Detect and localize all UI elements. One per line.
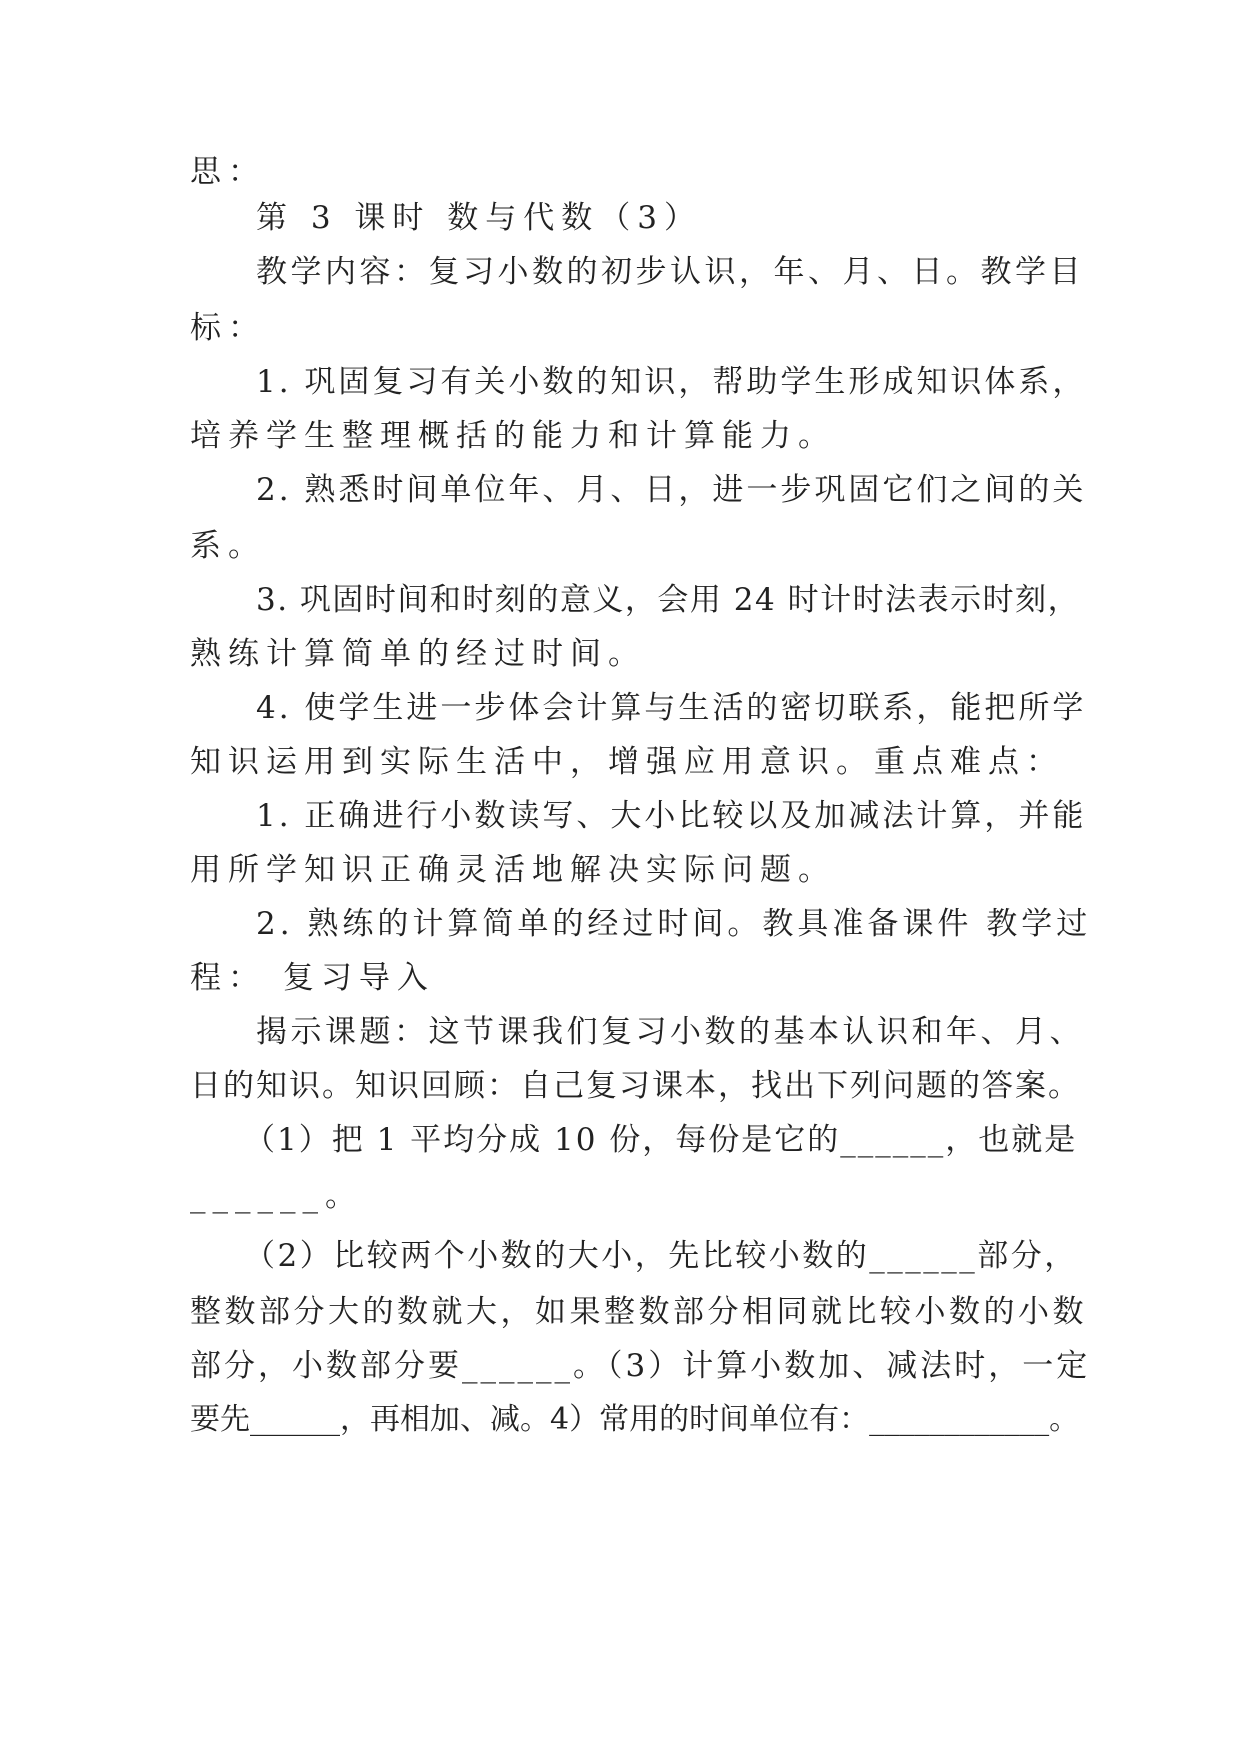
question-line: （1）把 1 平均分成 10 份，每份是它的______，也就是 — [244, 1122, 1078, 1158]
text-line: 用所学知识正确灵活地解决实际问题。 — [190, 852, 836, 888]
question-line: ______。 — [190, 1178, 363, 1214]
text-line: 知识运用到实际生活中，增强应用意识。重点难点： — [190, 744, 1064, 780]
text-line: 系。 — [190, 528, 266, 564]
text-line: 2. 熟悉时间单位年、月、日，进一步巩固它们之间的关 — [256, 472, 1087, 508]
text-line: 程： 复习导入 — [190, 960, 435, 996]
text-line: 熟练计算简单的经过时间。 — [190, 636, 646, 672]
question-line: （2）比较两个小数的大小，先比较小数的______部分， — [244, 1238, 1078, 1274]
text-line: 1. 巩固复习有关小数的知识，帮助学生形成知识体系， — [256, 364, 1087, 400]
text-line: 教学内容：复习小数的初步认识，年、月、日。教学目 — [256, 254, 1084, 290]
question-line: 要先______，再相加、减。4）常用的时间单位有：____________。 — [190, 1402, 1080, 1437]
text-line: 标： — [190, 310, 266, 346]
text-line: 揭示课题：这节课我们复习小数的基本认识和年、月、 — [256, 1014, 1084, 1050]
text-line: 4. 使学生进一步体会计算与生活的密切联系，能把所学 — [256, 690, 1087, 726]
question-line: 整数部分大的数就大，如果整数部分相同就比较小数的小数 — [190, 1294, 1087, 1330]
lesson-heading: 第 3 课时 数与代数（3） — [256, 200, 703, 236]
question-line: 部分，小数部分要______。（3）计算小数加、减法时，一定 — [190, 1348, 1091, 1384]
text-line: 1. 正确进行小数读写、大小比较以及加减法计算，并能 — [256, 798, 1087, 834]
text-line: 2. 熟练的计算简单的经过时间。教具准备课件 教学过 — [256, 906, 1092, 942]
text-line: 思： — [190, 154, 266, 190]
text-line: 培养学生整理概括的能力和计算能力。 — [190, 418, 836, 454]
text-line: 日的知识。知识回顾：自己复习课本，找出下列问题的答案。 — [190, 1068, 1081, 1104]
text-line: 3. 巩固时间和时刻的意义，会用 24 时计时法表示时刻， — [256, 582, 1081, 618]
